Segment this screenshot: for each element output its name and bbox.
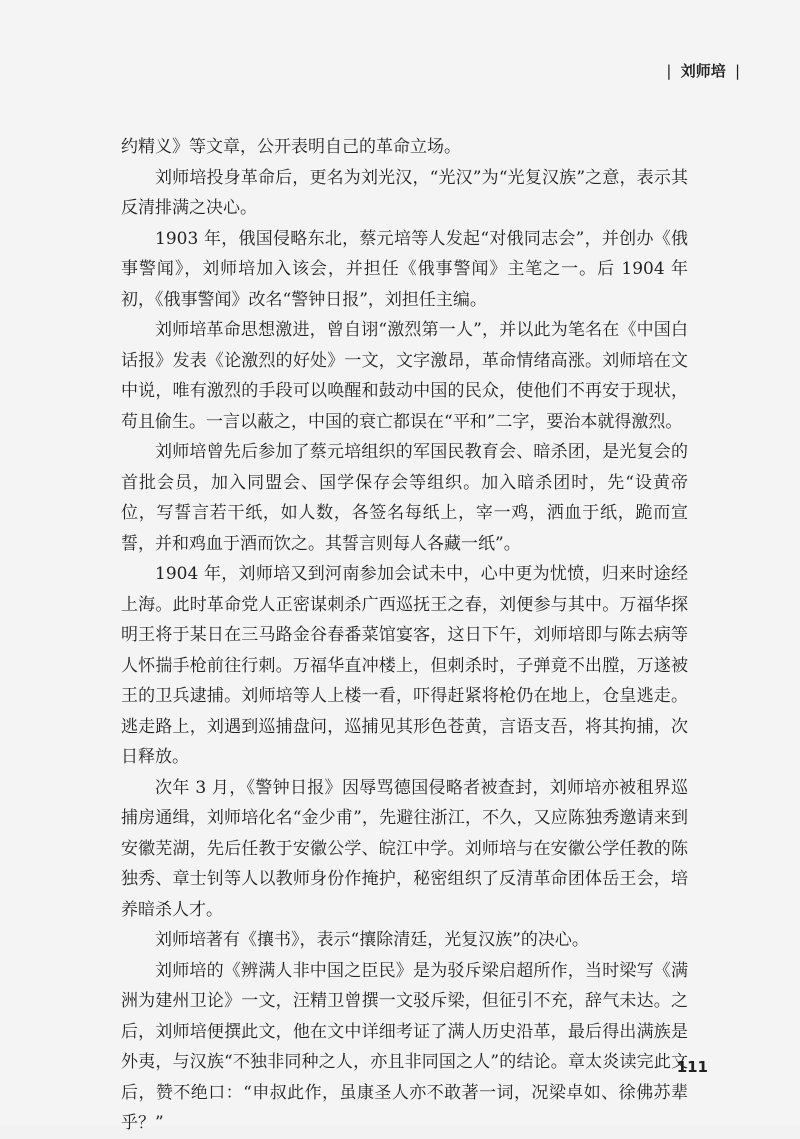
paragraph: 刘师培的《辨满人非中国之臣民》是为驳斥梁启超所作，当时梁写《满洲为建州卫论》一文，汪精卫曾撰一文驳斥梁，但征引不充，辞气未达。之后，刘师培便撰此文，他在文中详细考证了满人历史沿革，最后得出满族是外夷，与汉族“不独非同种之人，亦且非同国之人”的结论。章太炎读完此文后，赞不绝口：“申叔此作，虽康圣人亦不敢著一词，况梁卓如、徐佛苏辈乎？”	[121, 960, 688, 1133]
paragraph: 1903 年，俄国侵略东北，蔡元培等人发起“对俄同志会”，并创办《俄事警闻》，刘师培加入该会，并担任《俄事警闻》主笔之一。后 1904 年初，《俄事警闻》改名“警钟日报”，刘担任主编。	[121, 228, 688, 310]
body-text	[121, 132, 688, 1139]
header-bar-right: |	[734, 62, 740, 80]
paragraph: 1904 年，刘师培又到河南参加会试未中，心中更为忧愤，归来时途经上海。此时革命党人正密谋刺杀广西巡抚王之春，刘便参与其中。万福华探明王将于某日在三马路金谷春番菜馆宴客，这日下午，刘师培即与陈去病等人怀揣手枪前往行刺。万福华直冲楼上，但刺杀时，子弹竟不出膛，万遂被王的卫兵逮捕。刘师培等人上楼一看，吓得赶紧将枪仍在地上，仓皇逃走。逃走路上，刘遇到巡捕盘问，巡捕见其形色苍黄，言语支吾，将其拘捕，次日释放。	[121, 564, 688, 767]
paragraph: 刘师培曾先后参加了蔡元培组织的军国民教育会、暗杀团，是光复会的首批会员，加入同盟会、国学保存会等组织。加入暗杀团时，先“设黄帝位，写誓言若干纸，如人数，各签名每纸上，宰一鸡，洒血于纸，跪而宣誓，并和鸡血于酒而饮之。其誓言则每人各藏一纸”。	[121, 442, 688, 554]
page-number: 111	[676, 1058, 708, 1076]
running-head	[662, 60, 744, 81]
paragraph: 刘师培著有《攘书》，表示“攘除清廷，光复汉族”的决心。	[155, 930, 589, 950]
header-title: 刘师培	[680, 62, 726, 80]
paragraph-continuation: 约精义》等文章，公开表明自己的革命立场。	[121, 137, 461, 157]
header-bar-left: |	[666, 62, 672, 80]
paragraph: 刘师培投身革命后，更名为刘光汉，“光汉”为“光复汉族”之意，表示其反清排满之决心。	[121, 167, 688, 218]
paragraph: 刘师培革命思想激进，曾自诩“激烈第一人”，并以此为笔名在《中国白话报》发表《论激烈的好处》一文，文字激昂，革命情绪高涨。刘师培在文中说，唯有激烈的手段可以唤醒和鼓动中国的民众，使他们不再安于现状，苟且偷生。一言以蔽之，中国的衰亡都误在“平和”二字，要治本就得激烈。	[121, 320, 688, 432]
paragraph: 次年 3 月，《警钟日报》因辱骂德国侵略者被查封，刘师培亦被租界巡捕房通缉，刘师培化名“金少甫”，先避往浙江，不久，又应陈独秀邀请来到安徽芜湖，先后任教于安徽公学、皖江中学。刘师培与在安徽公学任教的陈独秀、章士钊等人以教师身份作掩护，秘密组织了反清革命团体岳王会，培养暗杀人才。	[121, 777, 688, 920]
